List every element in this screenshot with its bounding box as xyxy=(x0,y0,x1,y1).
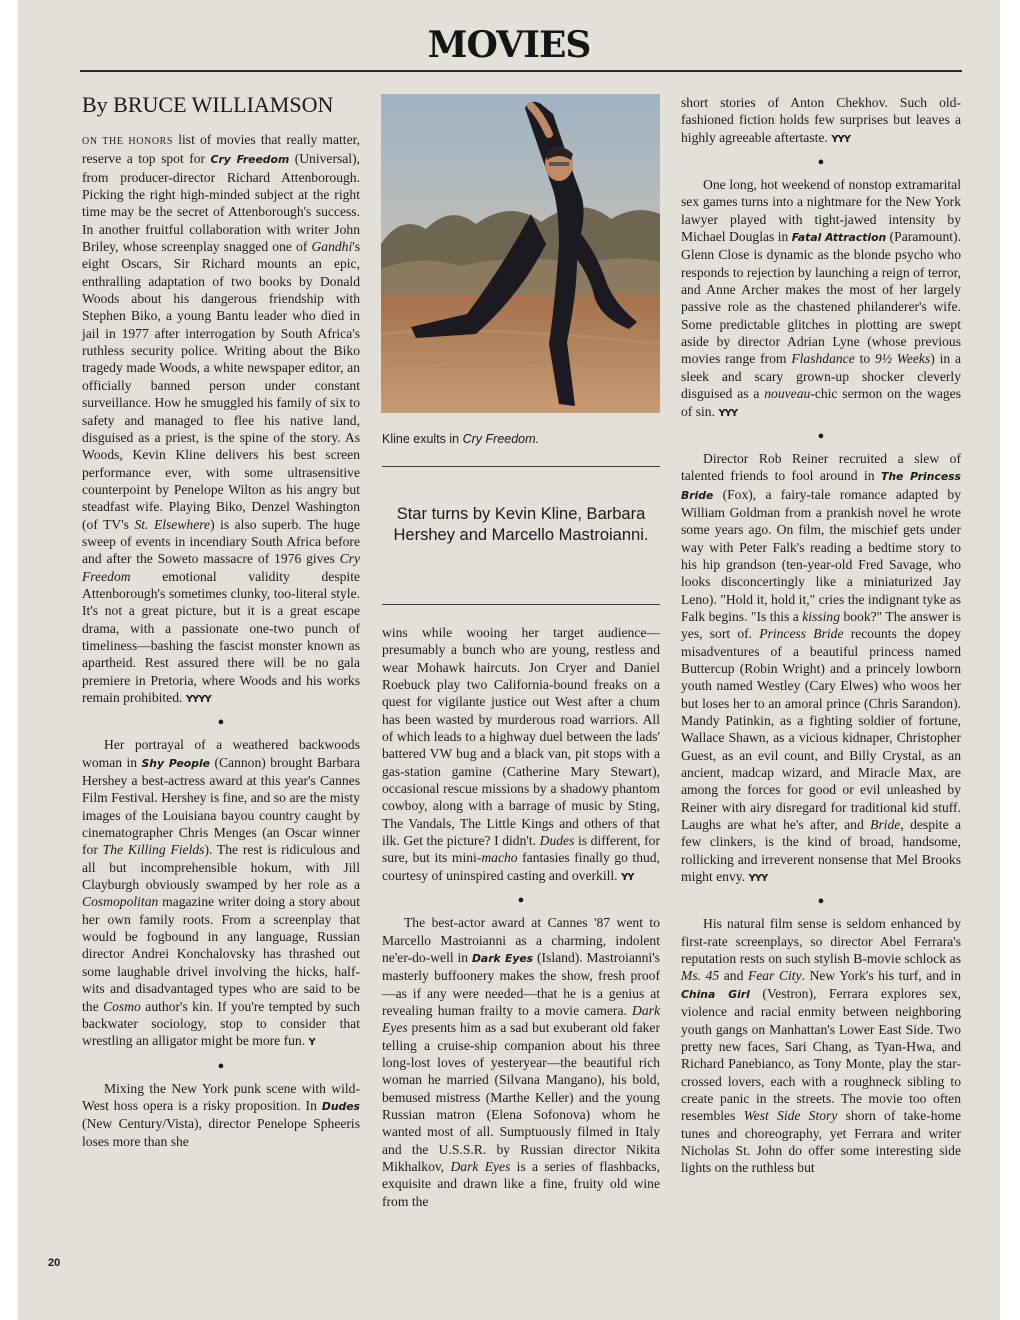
section-title: MOVIES xyxy=(427,24,591,66)
cry-freedom-photo xyxy=(381,94,660,413)
pull-quote-top-rule xyxy=(382,466,660,467)
rabbit-head-rating-icon: YYY xyxy=(831,133,850,145)
separator-dot: ● xyxy=(217,716,225,729)
photo-caption xyxy=(382,432,539,446)
pull-quote-bottom-rule xyxy=(382,604,660,605)
page-number: 20 xyxy=(48,1257,61,1269)
caption-text: Kline exults in xyxy=(382,432,463,446)
byline: By BRUCE WILLIAMSON xyxy=(82,92,334,117)
middle-column xyxy=(382,624,660,1210)
separator-dot: ● xyxy=(817,429,825,442)
review-dudes-cont: wins while wooing her target audience—presumably a bunch who are young, restless and wear Mohawk haircuts. Jon Cryer and Daniel Roebuck play two California-bound freaks on a quest for vigilante justice out West after a chum has been wasted by murderous road warriors. All of which leads to a highway duel between the lads' battered VW bug and a black van, pit stops with a gas-station gamine (Catherine Mary Stewart), occasional rescue missions by a shadowy phantom cowboy, along with a barrage of music by Sting, The Vandals, The Little Kings and others of that ilk. Get the picture? I didn't. Dudes is different, for sure, but its mini-macho fantasies finally go thud, courtesy of uninspired casting and overkill. YY xyxy=(382,625,661,883)
review-princess-bride: Director Rob Reiner recruited a slew of talented friends to fool around in The Princess Bride (Fox), a fairy-tale romance adapted by William Goldman from a prankish novel he wrote some years ago. On film, the mischief gets under way with Peter Falk's reading a bedtime story to his hip grandson (ten-year-old Fred Savage, who looks disconcertingly like a miniaturized Jay Leno). "Hold it, hold it," cries the indignant tyke as Falk begins. "Is this a kissing book?" The answer is yes, sort of. Princess Bride recounts the dopey misadventures of a beautiful princess named Buttercup (Robin Wright) and a princely lowborn youth named Westley (Cary Elwes) who woos her but loses her to an amoral prince (Chris Sarandon). Mandy Patinkin, as a fighting soldier of fortune, Wallace Shawn, as a vicious kidnaper, Christopher Guest, as an evil count, and Billy Crystal, as an ancient, madcap wizard, and Miracle Max, are among the forces for good or evil unleashed by Reiner with airy disregard for traditional kid stuff. Laughs are what he's after, and Bride, despite a few clinkers, is the kind of broad, handsome, rollicking and irreverent nonsense that Mel Brooks might envy. YYY xyxy=(681,450,962,885)
review-dark-eyes: The best-actor award at Cannes '87 went to Marcello Mastroianni as a charming, indolent ne'er-do-well in Dark Eyes (Island). Mastroianni's masterly buffoonery makes the show, fresh proof—as if any were needed—that he is a genius at revealing human frailty to a movie camera. Dark Eyes presents him as a sad but exuberant old faker telling a cruise-ship companion about his three long-lost loves of yesteryear—the beautiful rich woman he married (Silvana Mangano), his bold, bemused mistress (Marthe Keller) and the young Russian matron (Elena Sofonova) whom he wanted most of all. Sumptuously filmed in Italy and the U.S.S.R. by Russian director Nikita Mikhalkov, Dark Eyes is a series of flashbacks, exquisite and drawn like a fine, fruity old wine from the xyxy=(382,915,660,1209)
review-fatal-attraction: One long, hot weekend of nonstop extramarital sex games turns into a nightmare for the New York lawyer played with tight-jawed intensity by Michael Douglas in Fatal Attraction (Paramount). Glenn Close is dynamic as the blonde psycho who responds to rejection by launching a reign of terror, and Anne Archer makes the most of her largely passive role as the chastened philanderer's wife. Some predictable glitches in plotting are swept aside by director Adrian Lyne (whose previous movies range from Flashdance to 9½ Weeks) in a sleek and scary grown-up shocker cleverly disguised as a nouveau-chic sermon on the wages of sin. YYY xyxy=(681,177,962,419)
rabbit-head-rating-icon: Y xyxy=(308,1037,315,1049)
left-column xyxy=(82,131,360,1150)
review-cry-freedom: ON THE HONORS list of movies that really matter, reserve a top spot for Cry Freedom (Universal), from producer-director Richard Attenborough. Picking the right high-minded subject at the right time may be the secret of Attenborough's success. In another fruitful collaboration with writer John Briley, whose screenplay snagged one of Gandhi's eight Oscars, Sir Richard mounts an epic, enthralling adaptation of two books by Donald Woods about his dangerous friendship with Stephen Biko, a young Bantu leader who died in jail in 1977 after interrogation by South Africa's ruthless security police. Writing about the Biko tragedy made Woods, a white newspaper editor, an officially banned person under constant surveillance. How he smuggled his family of six to safety and managed to flee his native land, disguised as a priest, is the spine of the story. As Woods, Kevin Kline delivers his best screen performance ever, with some ultrasensitive counterpoint by Penelope Wilton as his angry but steadfast wife. Playing Biko, Denzel Washington (of TV's St. Elsewhere) is also superb. The huge sweep of events in incendiary South Africa before and after the Soweto massacre of 1976 gives Cry Freedom emotional validity despite Attenborough's sometimes clunky, too-literal style. It's not a great picture, but it is a great escape drama, with a passionate one-two punch of timeliness—bashing the fascist monster known as apartheid. Rest assured there will be no gala premiere in Pretoria, where Woods and his works remain prohibited. YYYY xyxy=(82,132,360,705)
separator-dot: ● xyxy=(817,895,825,908)
review-china-girl: His natural film sense is seldom enhanced by first-rate screenplays, so director Abel Ferrara's reputation rests on such stylish B-movie schlock as Ms. 45 and Fear City. New York's his turf, and in China Girl (Vestron), Ferrara explores sex, violence and racial enmity between neighboring youth gangs on Manhattan's Lower East Side. Two pretty new faces, Sari Chang, as Tyan-Hwa, and Richard Panebianco, as Tony Monte, play the star-crossed lovers, each with a roughneck sibling to create panic in the streets. The movie too often resembles West Side Story shorn of take-home tunes and choreography, yet Ferrara and writer Nicholas St. John do offer some interesting side lights on the ruthless but xyxy=(681,916,961,1176)
review-dark-eyes-cont: short stories of Anton Chekhov. Such old-fashioned fiction holds few surprises but leaves a highly agreeable aftertaste. YYY xyxy=(681,95,961,145)
review-shy-people: Her portrayal of a weathered backwoods woman in Shy People (Cannon) brought Barbara Hershey a best-actress award at this year's Cannes Film Festival. Hershey is fine, and so are the misty images of the Louisiana bayou country caught by cinematographer Chris Menges (an Oscar winner for The Killing Fields). The rest is ridiculous and all but incomprehensible hokum, with Jill Clayburgh obviously swamped by her role as a Cosmopolitan magazine writer doing a story about her own family roots. From a screenplay that would be fogbound in any language, Russian director Andrei Konchalovsky has thrashed out some laughable drivel involving the hicks, half-wits and disadvantaged types who are said to be the Cosmo author's kin. If you're tempted by such backwater sociology, stop to consider that wrestling an alligator might be more fun. Y xyxy=(82,737,361,1049)
right-column xyxy=(681,94,961,1177)
separator-dot: ● xyxy=(817,156,825,169)
separator-dot: ● xyxy=(517,894,525,907)
pull-quote: Star turns by Kevin Kline, Barbara Hershey and Marcello Mastroianni. xyxy=(393,505,649,544)
rabbit-head-rating-icon: YYYY xyxy=(185,694,211,705)
rabbit-head-rating-icon: YYY xyxy=(718,407,738,419)
rabbit-head-rating-icon: YYY xyxy=(748,873,768,885)
magazine-page xyxy=(18,0,1000,1320)
caption-film-title: Cry Freedom. xyxy=(462,432,540,446)
review-dudes-start: Mixing the New York punk scene with wild-West hoss opera is a risky proposition. In Dudes (New Century/Vista), director Penelope Spheeris loses more than she xyxy=(82,1080,360,1149)
rabbit-head-rating-icon: YY xyxy=(620,871,634,883)
header-rule xyxy=(80,70,962,72)
separator-dot: ● xyxy=(217,1059,225,1072)
